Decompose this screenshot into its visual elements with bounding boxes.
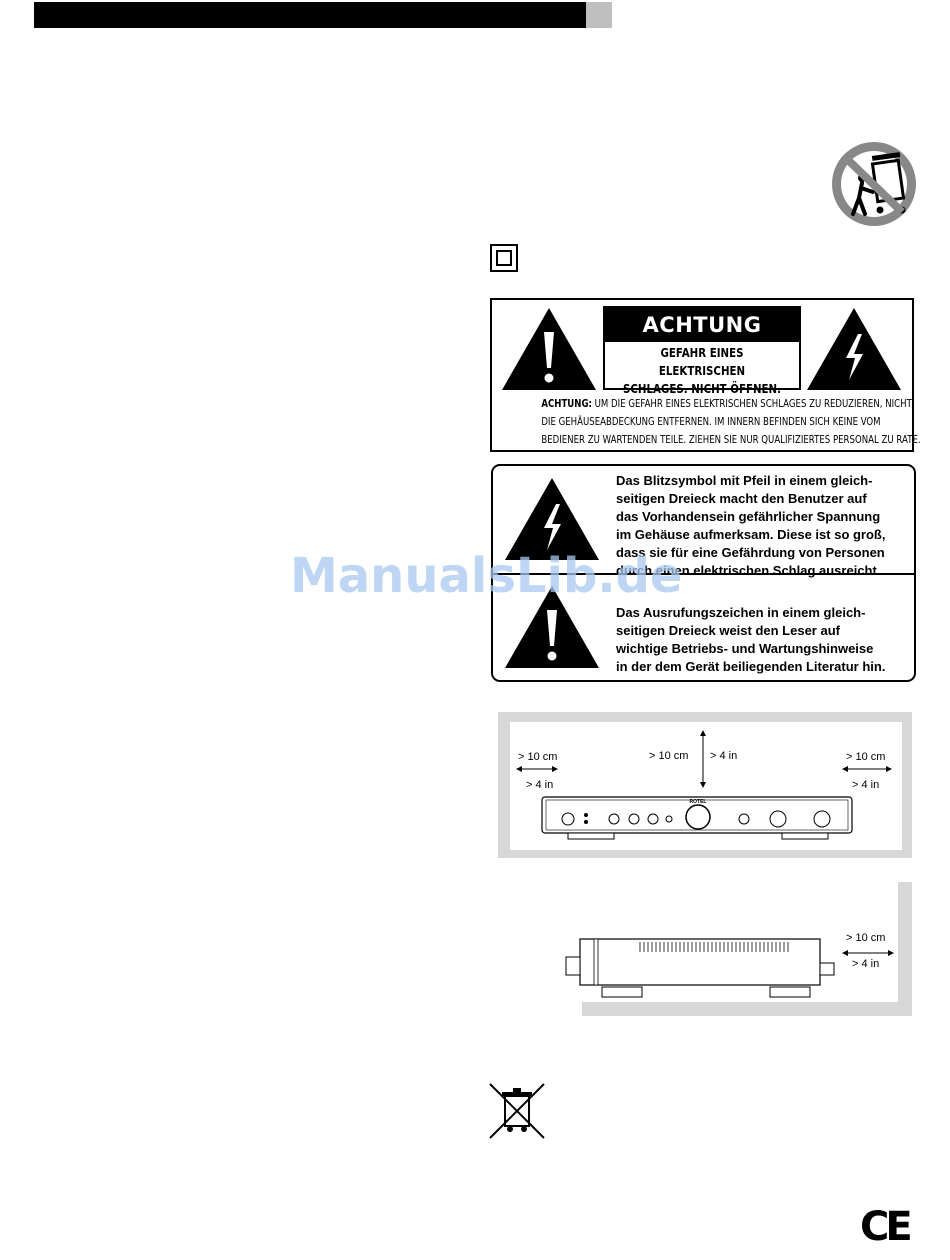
side-clearance-floor bbox=[582, 1002, 912, 1016]
cart-tipover-icon bbox=[829, 140, 919, 228]
brand-logo: ROTEL bbox=[689, 799, 707, 805]
caution-text bbox=[496, 395, 921, 449]
rear-clearance-in: > 4 in bbox=[852, 958, 880, 970]
header-tab bbox=[586, 2, 612, 28]
achtung-subtitle-line1: GEFAHR EINES ELEKTRISCHEN bbox=[658, 345, 746, 378]
text-line: Das Blitzsymbol mit Pfeil in einem gleich- bbox=[616, 473, 873, 488]
caution-line2: DIE GEHÄUSEABDECKUNG ENTFERNEN. IM INNERN BEFINDEN SICH KEINE VOM bbox=[541, 415, 881, 428]
achtung-subtitle bbox=[622, 344, 781, 398]
text-line: das Vorhandensein gefährlicher Spannung bbox=[616, 509, 881, 524]
caution-lead: ACHTUNG: bbox=[541, 397, 592, 410]
ce-mark: CE bbox=[860, 1204, 909, 1250]
exclamation-triangle-icon bbox=[500, 306, 598, 392]
text-line: in der dem Gerät beiliegenden Literatur hin. bbox=[616, 659, 886, 674]
top-clearance-cm: > 10 cm bbox=[649, 750, 689, 762]
left-clearance-cm: > 10 cm bbox=[518, 751, 558, 763]
text-line: seitigen Dreieck weist den Leser auf bbox=[616, 623, 840, 638]
text-line: Das Ausrufungszeichen in einem gleich- bbox=[616, 605, 866, 620]
amplifier-front-illustration bbox=[510, 722, 902, 850]
exclamation-explanation bbox=[616, 604, 916, 676]
caution-line3: BEDIENER ZU WARTENDEN TEILE. ZIEHEN SIE NUR QUALIFIZIERTES PERSONAL ZU RATE. bbox=[541, 433, 921, 446]
top-clearance-in: > 4 in bbox=[710, 750, 738, 762]
text-line: wichtige Betriebs- und Wartungshinweise bbox=[616, 641, 874, 656]
achtung-subtitle-line2: SCHLAGES. NICHT ÖFFNEN. bbox=[622, 381, 782, 396]
right-clearance-cm: > 10 cm bbox=[846, 751, 886, 763]
side-clearance-wall bbox=[898, 882, 912, 1016]
rear-clearance-cm: > 10 cm bbox=[846, 932, 886, 944]
weee-bin-icon bbox=[488, 1082, 546, 1140]
text-line: durch einen elektrischen Schlag ausreicht. bbox=[616, 563, 881, 578]
amplifier-side-illustration bbox=[560, 925, 900, 1003]
achtung-title: ACHTUNG bbox=[605, 308, 799, 342]
header-bar bbox=[34, 2, 586, 28]
achtung-panel bbox=[603, 306, 801, 396]
text-line: seitigen Dreieck macht den Benutzer auf bbox=[616, 491, 867, 506]
watermark: ManualsLib.de bbox=[290, 548, 683, 604]
lightning-triangle-icon bbox=[805, 306, 903, 392]
double-insulation-icon bbox=[490, 244, 518, 272]
text-line: im Gehäuse aufmerksam. Diese ist so groß, bbox=[616, 527, 886, 542]
right-clearance-in: > 4 in bbox=[852, 779, 880, 791]
text-line: dass sie für eine Gefährdung von Personen bbox=[616, 545, 885, 560]
left-clearance-in: > 4 in bbox=[526, 779, 554, 791]
caution-line1: UM DIE GEFAHR EINES ELEKTRISCHEN SCHLAGES ZU REDUZIEREN, NICHT bbox=[591, 397, 912, 410]
